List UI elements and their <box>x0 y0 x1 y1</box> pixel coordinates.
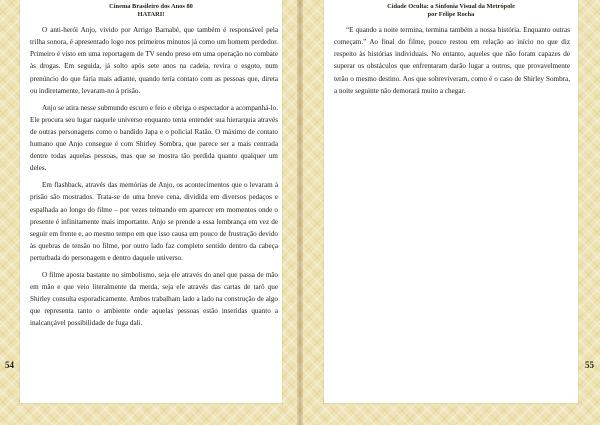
left-paragraph: O filme aposta bastante no simbolismo, seja ele através do anel que passa de mão em mão e que veio literalmente da merda, seja ele através das cartas de tarô que Shirley consulta esporadicamente. Ambos trabalham lado a lado na construção de algo que representa tanto o ambiente onde aquelas pessoas estão inseridas quanto a inalcançável possibilidade de fuga dali. <box>30 270 278 328</box>
right-text-block <box>324 0 578 403</box>
left-paragraph: Em flashback, através das memórias de Anjo, os acontecimentos que o levaram à prisão são mostrados. Trata-se de uma breve cena, dividida em diversos pedaços e espalhada ao longo do filme – por vezes teimando em aparecer em momentos onde o presente é infinitamente mais importante. Anjo se prende a essa lembrança em vez de seguir em frente e, ao mesmo tempo em que isso causa um pouco de frustração devido às quebras de tensão no filme, por outro lado faz completo sentido dentro da cabeça perturbada do personagem e dentro daquele universo. <box>30 181 278 262</box>
left-body-text <box>20 18 282 329</box>
left-paragraph: O anti-herói Anjo, vivido por Arrigo Barnabé, que também é responsável pela trilha sonora, é apresentado logo nos primeiros minutos já como um homem perdedor. Primeiro é visto em uma reportagem de TV sendo preso em uma operação no combate às drogas. Em seguida, já solto após sete anos na cadeia, revira o esgoto, num prenúncio do que faria mais adiante, quando teria contato com as pessoas que, direta ou indiretamente, levaram-no à prisão. <box>30 26 278 95</box>
right-header-subtitle: por Felipe Rocha <box>427 10 475 18</box>
left-header-subtitle: HATARI! <box>137 10 165 18</box>
left-header-title: Cinema Brasileiro dos Anos 80 <box>109 3 193 10</box>
left-text-block <box>20 0 282 403</box>
right-body-text <box>324 18 578 97</box>
left-page-number: 54 <box>5 360 14 370</box>
right-running-header <box>324 0 578 18</box>
left-paragraph: Anjo se atira nesse submundo escuro e feio e obriga o espectador a acompanhá-lo. Ele procura seu lugar naquele universo enquanto tenta entender sua hierarquia através de outras personagens como o bandido Japa e o policial Ratão. O máximo de contato humano que Anjo consegue é com Shirley Sombra, que parece ser a mais centrada dentre todas aquelas pessoas, mas que se mostra tão perdida quanto qualquer um deles. <box>30 103 278 173</box>
right-paragraph: “E quando a noite termina, termina também a nossa história. Enquanto outras começam.” Ao final do filme, pouco restou em relação ao início no que diz respeito às histórias individuais. No entanto, aqueles que não foram capazes de superar os obstáculos que enfrentaram darão lugar a outros, que provavelmente terão o mesmo destino. Aos que sobreviveram, como é o caso de Shirley Sombra, a noite seguinte não demorará muito a chegar. <box>334 26 570 95</box>
left-running-header <box>20 0 282 18</box>
right-header-title: Cidade Oculta: a Sinfonia Visual da Metrópole <box>387 3 515 10</box>
right-page <box>300 0 600 425</box>
right-page-number: 55 <box>585 360 594 370</box>
